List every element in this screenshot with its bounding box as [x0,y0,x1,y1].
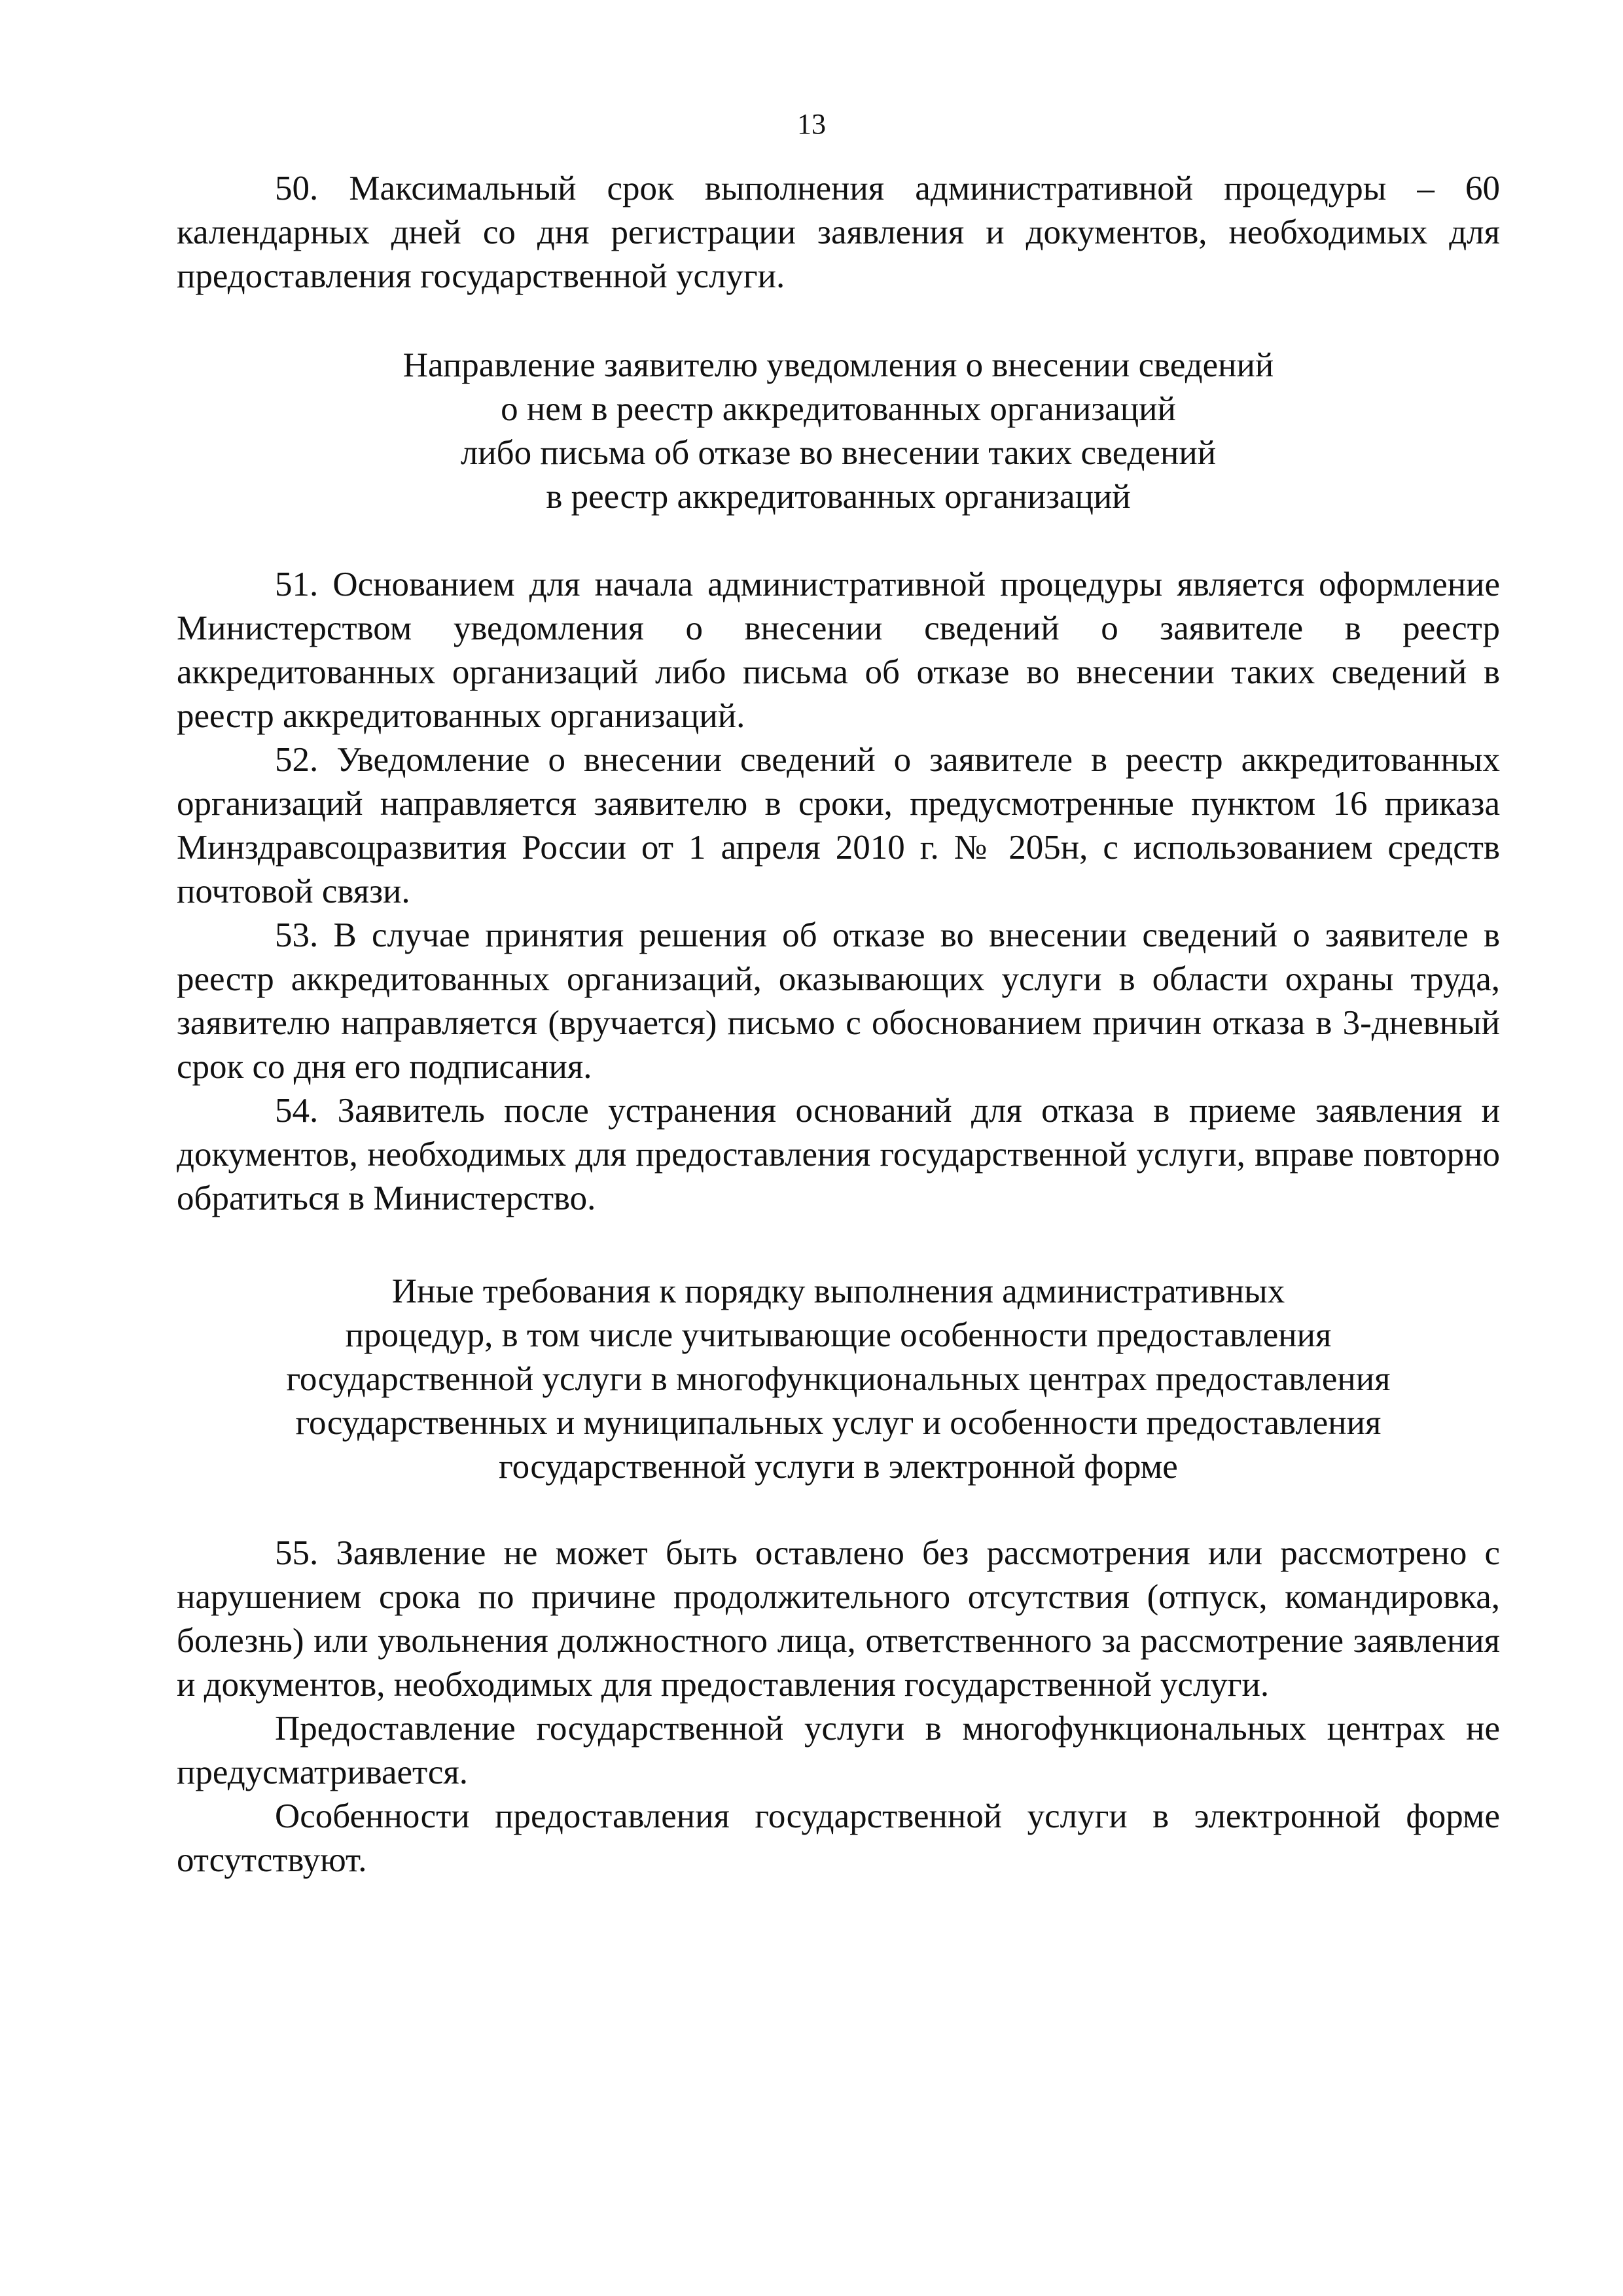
paragraph-mfc: Предоставление государственной услуги в многофункциональных центрах не предусматривается. [177,1710,1500,1791]
paragraph-52: 52. Уведомление о внесении сведений о заявителе в реестр аккредитованных организаций направляется заявителю в сроки, предусмотренные пунктом 16 приказа Минздравсоцразвития России от 1 апреля 2010 г. № 205н, с использованием средств почтовой связи. [177,741,1500,910]
paragraph-block-2 [177,563,1500,1221]
paragraph-55: 55. Заявление не может быть оставлено без рассмотрения или рассмотрено с нарушением срока по причине продолжительного отсутствия (отпуск, командировка, болезнь) или увольнения должностного лица, ответственного за рассмотрение заявления и документов, необходимых для предоставления государственной услуги. [177,1534,1500,1704]
heading-line: государственных и муниципальных услуг и особенности предоставления [295,1404,1382,1442]
heading-line: Иные требования к порядку выполнения административных [391,1272,1285,1310]
heading-line: либо письма об отказе во внесении таких сведений [460,434,1217,472]
heading-line: Направление заявителю уведомления о внесении сведений [402,346,1274,384]
paragraph-53: 53. В случае принятия решения об отказе во внесении сведений о заявителе в реестр аккредитованных организаций, оказывающих услуги в области охраны труда, заявителю направляется (вручается) письмо с обоснованием причин отказа в 3-дневный срок со дня его подписания. [177,916,1500,1086]
paragraph-50: 50. Максимальный срок выполнения административной процедуры – 60 календарных дней со дня регистрации заявления и документов, необходимых для предоставления государственной услуги. [177,170,1500,295]
paragraph-electronic-form: Особенности предоставления государственной услуги в электронной форме отсутствуют. [177,1797,1500,1879]
section-heading-other-requirements [177,1270,1500,1489]
heading-line: в реестр аккредитованных организаций [546,478,1131,516]
paragraph-block-3 [177,1532,1500,1882]
paragraph-block-1 [177,167,1500,298]
paragraph-54: 54. Заявитель после устранения оснований для отказа в приеме заявления и документов, необходимых для предоставления государственной услуги, вправе повторно обратиться в Министерство. [177,1092,1500,1217]
heading-line: процедур, в том числе учитывающие особенности предоставления [345,1316,1332,1354]
page-number: 13 [797,108,826,140]
section-heading [177,1270,1500,1489]
section-heading [177,344,1500,519]
heading-line: государственной услуги в электронной форме [499,1448,1178,1486]
heading-line: о нем в реестр аккредитованных организаций [501,390,1176,428]
heading-line: государственной услуги в многофункциональных центрах предоставления [286,1360,1391,1398]
section-heading-notification [177,344,1500,519]
paragraph-51: 51. Основанием для начала административной процедуры является оформление Министерством уведомления о внесении сведений о заявителе в реестр аккредитованных организаций либо письма об отказе во внесении таких сведений в реестр аккредитованных организаций. [177,565,1500,735]
